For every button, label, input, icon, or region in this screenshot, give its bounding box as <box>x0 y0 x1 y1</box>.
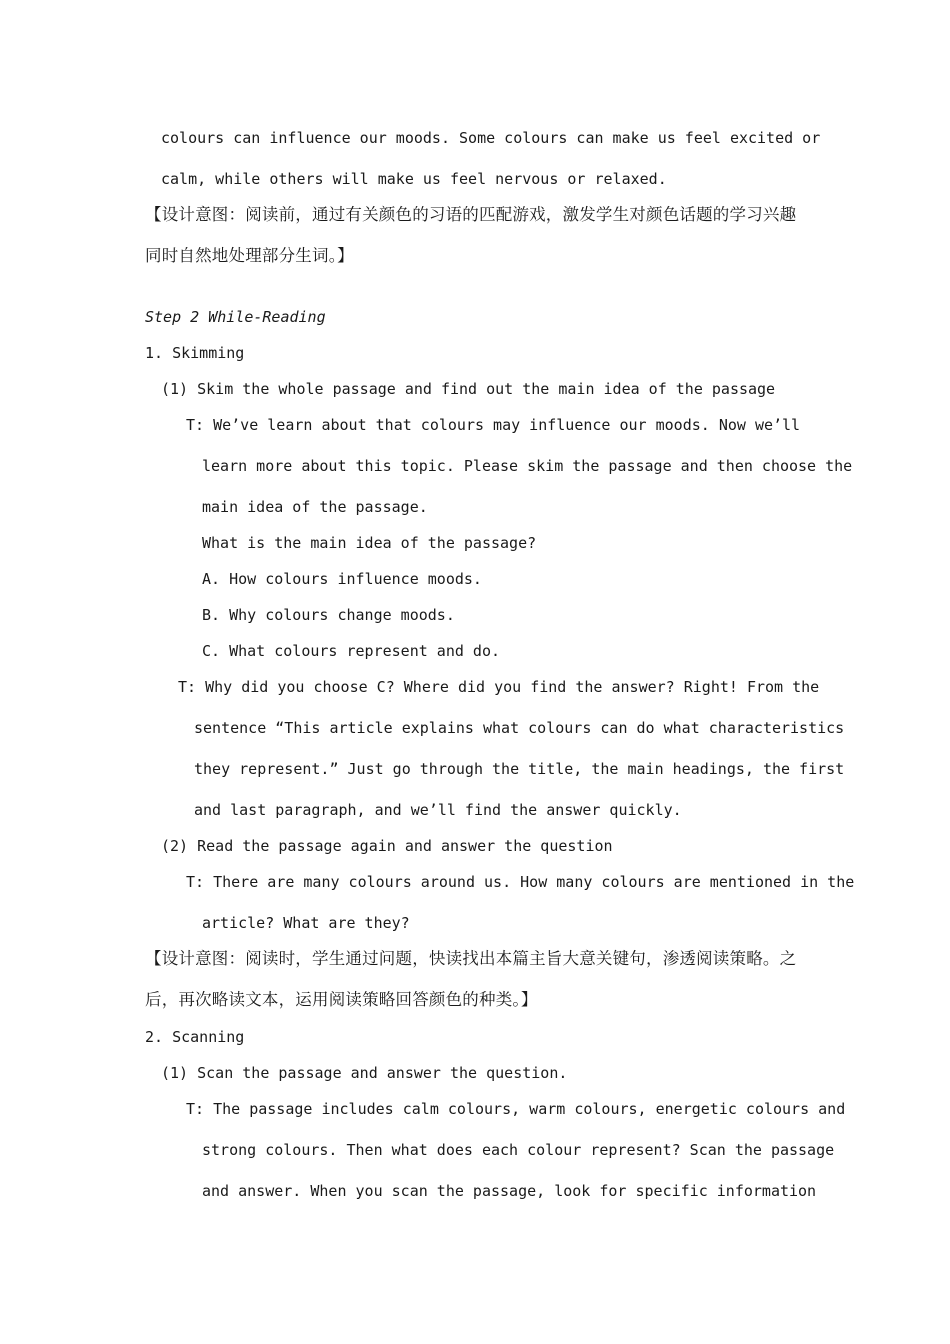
design-note-2-line-1: 【设计意图：阅读时，学生通过问题，快读找出本篇主旨大意关键句，渗透阅读策略。之 <box>145 949 797 968</box>
design-note-2-line-2: 后，再次略读文本，运用阅读策略回答颜色的种类。】 <box>145 990 538 1009</box>
intro-line-2: calm, while others will make us feel nervous or relaxed. <box>161 170 667 188</box>
option-a: A. How colours influence moods. <box>202 570 482 588</box>
skim-task-1-heading: (1) Skim the whole passage and find out the main idea of the passage <box>161 380 776 398</box>
skim-task-1-teacher-line-2: learn more about this topic. Please skim the passage and then choose the <box>202 457 853 475</box>
design-note-1-line-1: 【设计意图：阅读前，通过有关颜色的习语的匹配游戏，激发学生对颜色话题的学习兴趣 <box>145 205 797 224</box>
followup-line-3: they represent.” Just go through the title, the main headings, the first <box>194 760 845 778</box>
option-c: C. What colours represent and do. <box>202 642 501 660</box>
scan-task-1-heading: (1) Scan the passage and answer the question. <box>161 1064 568 1082</box>
followup-line-1: T: Why did you choose C? Where did you find the answer? Right! From the <box>178 678 820 696</box>
skim-task-2-heading: (2) Read the passage again and answer the question <box>161 837 613 855</box>
scan-task-1-teacher-line-1: T: The passage includes calm colours, warm colours, energetic colours and <box>186 1100 846 1118</box>
skim-task-1-teacher-line-1: T: We’ve learn about that colours may influence our moods. Now we’ll <box>186 416 801 434</box>
option-b: B. Why colours change moods. <box>202 606 455 624</box>
skim-task-1-teacher-line-3: main idea of the passage. <box>202 498 428 516</box>
skim-task-2-teacher-line-2: article? What are they? <box>202 914 410 932</box>
skimming-heading: 1. Skimming <box>145 344 245 362</box>
scanning-heading: 2. Scanning <box>145 1028 245 1046</box>
scan-task-1-teacher-line-3: and answer. When you scan the passage, look for specific information <box>202 1182 817 1200</box>
intro-line-1: colours can influence our moods. Some colours can make us feel excited or <box>161 129 821 147</box>
step-heading: Step 2 While-Reading <box>145 308 326 326</box>
design-note-1-line-2: 同时自然地处理部分生词。】 <box>145 246 354 265</box>
scan-task-1-teacher-line-2: strong colours. Then what does each colour represent? Scan the passage <box>202 1141 835 1159</box>
skim-task-2-teacher-line-1: T: There are many colours around us. How many colours are mentioned in the <box>186 873 855 891</box>
followup-line-2: sentence “This article explains what colours can do what characteristics <box>194 719 845 737</box>
main-idea-question: What is the main idea of the passage? <box>202 534 537 552</box>
followup-line-4: and last paragraph, and we’ll find the answer quickly. <box>194 801 682 819</box>
